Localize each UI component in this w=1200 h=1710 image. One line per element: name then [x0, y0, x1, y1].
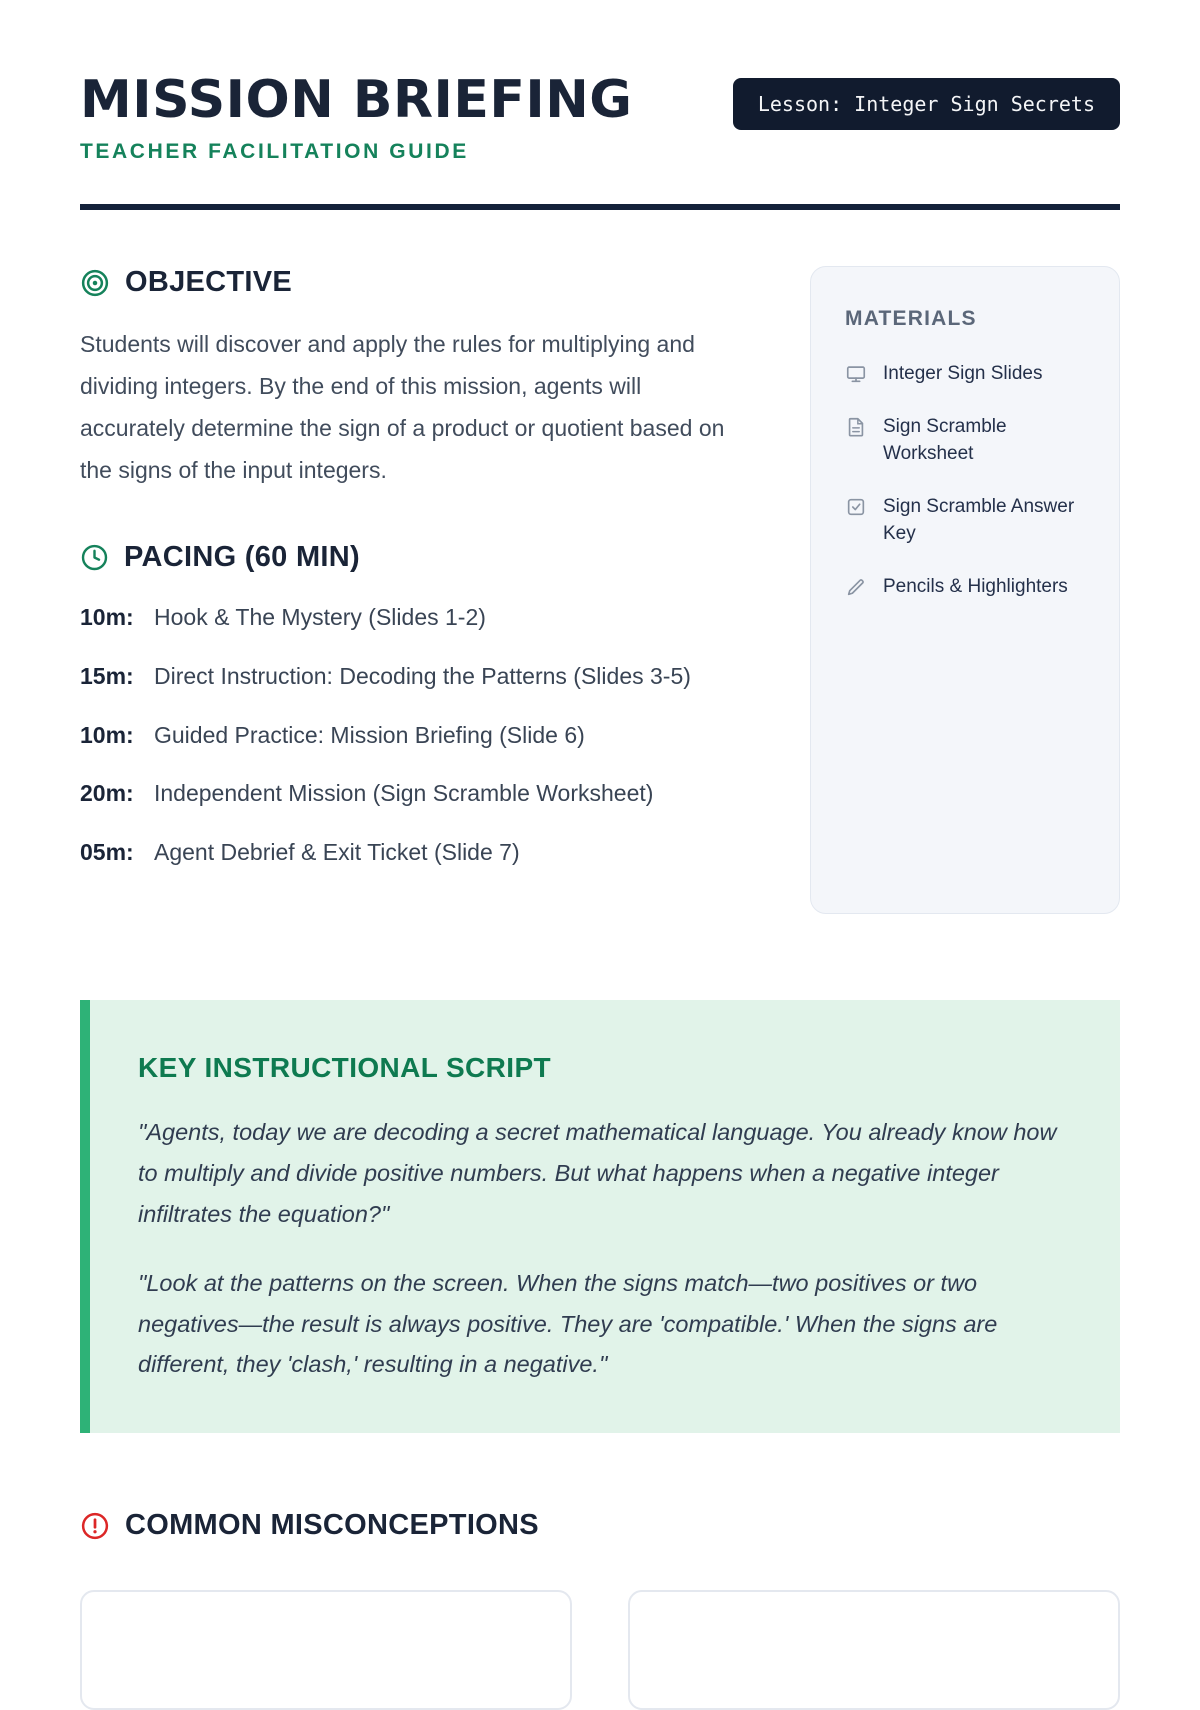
- objective-heading: OBJECTIVE: [125, 266, 293, 298]
- page-subtitle: TEACHER FACILITATION GUIDE: [80, 140, 469, 163]
- header-divider: [80, 204, 1120, 210]
- pacing-time: 10m:: [80, 604, 134, 631]
- material-label: Sign Scramble Answer Key: [883, 495, 1075, 544]
- pacing-label: Agent Debrief & Exit Ticket (Slide 7): [154, 838, 520, 865]
- objective-heading-row: [80, 266, 752, 299]
- misconception-cards: [80, 1590, 1120, 1710]
- script-paragraph: "Look at the patterns on the screen. When the signs match—two positives or two negatives—the result is always positive. They are 'compatible.' When the signs are different, they 'clash,' resulting in a negative.": [138, 1269, 998, 1378]
- material-label: Sign Scramble Worksheet: [883, 415, 1007, 464]
- left-column: [80, 266, 752, 914]
- instructional-script-callout: [80, 1000, 1120, 1433]
- pacing-item: [80, 776, 752, 812]
- pacing-list: [80, 600, 752, 870]
- pacing-heading-row: [80, 541, 752, 574]
- pacing-label: Hook & The Mystery (Slides 1-2): [154, 604, 486, 631]
- misconceptions-section: [80, 1509, 1120, 1710]
- pacing-time: 20m:: [80, 780, 134, 807]
- lesson-badge: Lesson: Integer Sign Secrets: [733, 78, 1120, 130]
- list-item: [845, 494, 1085, 548]
- clock-icon: [80, 543, 109, 572]
- pacing-item: [80, 659, 752, 695]
- monitor-icon: [845, 363, 867, 385]
- materials-list: [845, 361, 1085, 601]
- misconception-card: [628, 1590, 1120, 1710]
- pacing-section: [80, 541, 752, 870]
- pencil-icon: [845, 576, 867, 598]
- misconceptions-heading: COMMON MISCONCEPTIONS: [125, 1509, 539, 1542]
- checkbox-icon: [845, 496, 867, 518]
- pacing-item: [80, 835, 752, 871]
- pacing-label: Direct Instruction: Decoding the Patterns (Slides 3-5): [154, 662, 691, 689]
- pacing-label: Guided Practice: Mission Briefing (Slide 6): [154, 721, 585, 748]
- list-item: [845, 574, 1085, 601]
- list-item: [845, 414, 1085, 468]
- misconception-card: [80, 1590, 572, 1710]
- main-content: [80, 266, 1120, 914]
- materials-heading: MATERIALS: [845, 307, 977, 330]
- pacing-item: [80, 600, 752, 636]
- objective-body: Students will discover and apply the rules for multiplying and dividing integers. By the end of this mission, agents will accurately determine the sign of a product or quotient based on the signs of the input integers.: [80, 331, 725, 484]
- script-heading: KEY INSTRUCTIONAL SCRIPT: [138, 1052, 552, 1083]
- materials-card: [810, 266, 1120, 914]
- alert-icon: [80, 1511, 110, 1541]
- pacing-time: 15m:: [80, 662, 134, 689]
- pacing-label: Independent Mission (Sign Scramble Worksheet): [154, 780, 654, 807]
- pacing-time: 05m:: [80, 838, 134, 865]
- misconceptions-heading-row: [80, 1509, 1120, 1542]
- material-label: Pencils & Highlighters: [883, 575, 1068, 597]
- pacing-item: [80, 718, 752, 754]
- document-icon: [845, 416, 867, 438]
- pacing-time: 10m:: [80, 721, 134, 748]
- list-item: [845, 361, 1085, 388]
- pacing-heading: PACING (60 MIN): [124, 541, 360, 574]
- script-paragraph: "Agents, today we are decoding a secret mathematical language. You already know how to multiply and divide positive numbers. But what happens when a negative integer infiltrates the equation?": [138, 1119, 1057, 1227]
- page-title: MISSION BRIEFING: [80, 70, 633, 130]
- material-label: Integer Sign Slides: [883, 363, 1043, 384]
- header-titles: [80, 70, 633, 164]
- header: [80, 70, 1120, 164]
- target-icon: [80, 268, 110, 298]
